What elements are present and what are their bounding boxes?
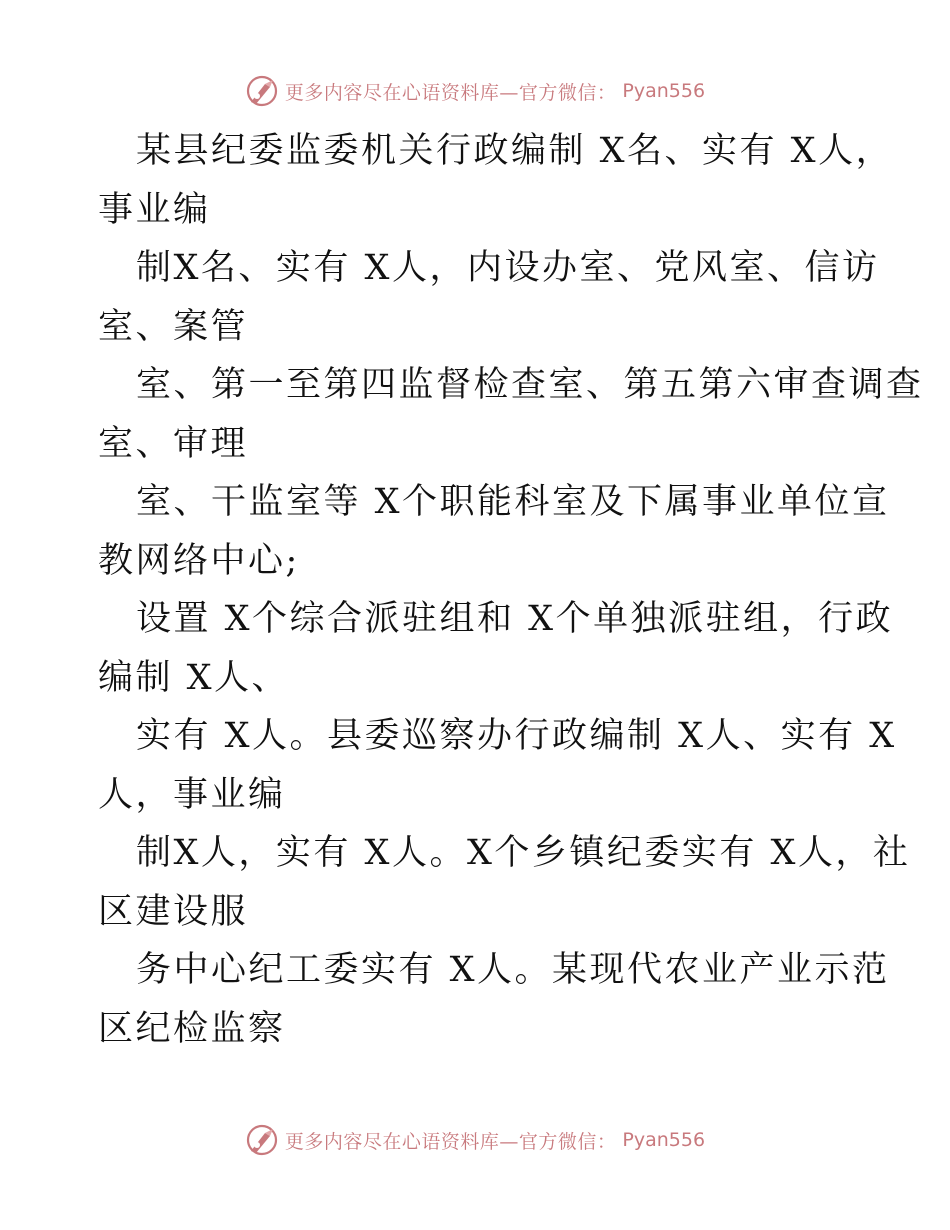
text-line: 制X人，实有 X人。X个乡镇纪委实有 X人，社	[136, 833, 911, 873]
text-line: 制X名、实有 X人，内设办室、党风室、信访	[136, 248, 880, 288]
text-line: 室、审理	[98, 423, 249, 464]
text-line: 某县纪委监委机关行政编制 X名、实有 X人，	[136, 131, 894, 171]
pen-logo-icon	[245, 1123, 279, 1157]
footer-watermark	[0, 1120, 950, 1160]
text-line: 室、干监室等 X个职能科室及下属事业单位宣	[136, 482, 890, 522]
watermark-wechat-id: Pyan556	[622, 80, 706, 102]
text-line: 编制 X人、	[98, 657, 290, 698]
watermark-text: 更多内容尽在心语资料库—官方微信：	[284, 81, 617, 104]
text-line: 区建设服	[98, 891, 249, 932]
document-body	[98, 122, 924, 1058]
text-line: 室、案管	[98, 306, 249, 347]
watermark-group	[245, 1123, 705, 1157]
text-line: 教网络中心;	[98, 540, 300, 581]
text-line: 务中心纪工委实有 X人。某现代农业产业示范	[136, 950, 890, 990]
text-line: 事业编	[98, 189, 211, 230]
text-line: 室、第一至第四监督检查室、第五第六审查调查	[136, 365, 924, 405]
text-line: 人，事业编	[98, 774, 286, 815]
header-watermark	[0, 71, 950, 111]
pen-logo-icon	[245, 74, 279, 108]
watermark-text: 更多内容尽在心语资料库—官方微信：	[284, 1130, 617, 1153]
text-line: 区纪检监察	[98, 1008, 286, 1049]
watermark-wechat-id: Pyan556	[622, 1129, 706, 1151]
watermark-group	[245, 74, 705, 108]
text-line: 实有 X人。县委巡察办行政编制 X人、实有 X	[136, 716, 897, 756]
text-line: 设置 X个综合派驻组和 X个单独派驻组，行政	[136, 599, 894, 639]
